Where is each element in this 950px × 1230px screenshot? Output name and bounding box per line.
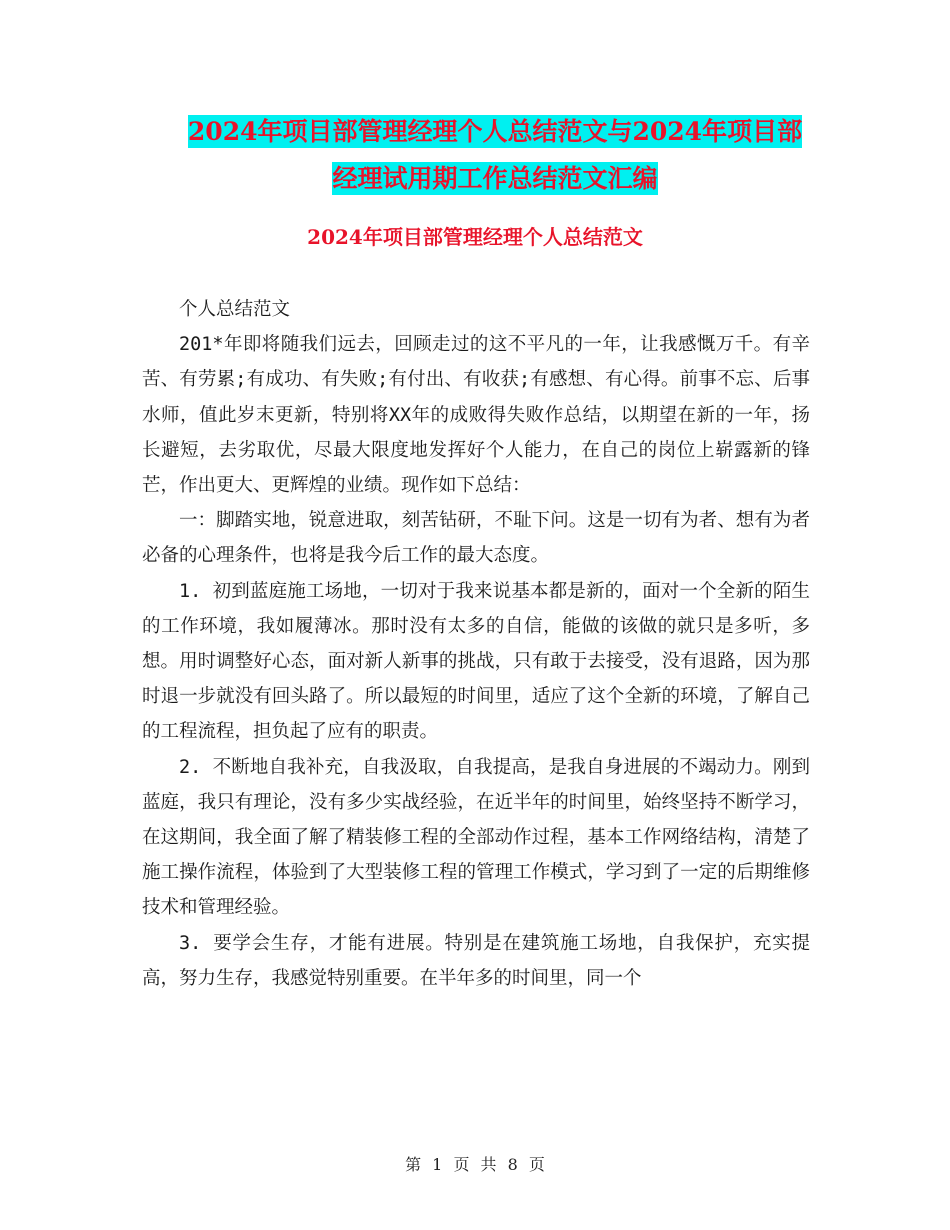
section-heading: 2024年项目部管理经理个人总结范文 [307,225,643,249]
body-paragraph: 2. 不断地自我补充，自我汲取，自我提高，是我自身进展的不竭动力。刚到蓝庭，我只有理论，没有多少实战经验，在近半年的时间里，始终坚持不断学习，在这期间，我全面了解了精装修工程的全部动作过程，基本工作网络结构，清楚了施工操作流程，体验到了大型装修工程的管理工作模式，学习到了一定的后期维修技术和管理经验。 [142,756,810,919]
body-paragraph: 3. 要学会生存，才能有进展。特别是在建筑施工场地，自我保护，充实提高，努力生存，我感觉特别重要。在半年多的时间里，同一个 [142,932,810,989]
document-title-line-1: 2024年项目部管理经理个人总结范文与2024年项目部 [187,117,803,146]
document-body [142,292,810,996]
body-paragraph: 一：脚踏实地，锐意进取，刻苦钻研，不耻下问。这是一切有为者、想有为者必备的心理条件，也将是我今后工作的最大态度。 [142,510,810,567]
page-footer: 第 1 页 共 8 页 [405,1155,545,1174]
document-title [130,108,860,202]
body-paragraph: 1. 初到蓝庭施工场地，一切对于我来说基本都是新的，面对一个全新的陌生的工作环境，我如履薄冰。那时没有太多的自信，能做的该做的就只是多听，多想。用时调整好心态，面对新人新事的挑战，只有敢于去接受，没有退路，因为那时退一步就没有回头路了。所以最短的时间里，适应了这个全新的环境，了解自己的工程流程，担负起了应有的职责。 [142,580,810,743]
body-paragraph: 个人总结范文 [179,299,291,320]
document-title-line-2: 经理试用期工作总结范文汇编 [332,164,658,193]
body-paragraph: 201*年即将随我们远去，回顾走过的这不平凡的一年，让我感慨万千。有辛苦、有劳累;有成功、有失败;有付出、有收获;有感想、有心得。前事不忘、后事水师，值此岁末更新，特别将XX年的成败得失败作总结，以期望在新的一年，扬长避短，去劣取优，尽最大限度地发挥好个人能力，在自己的岗位上崭露新的锋芒，作出更大、更辉煌的业绩。现作如下总结： [142,334,810,497]
